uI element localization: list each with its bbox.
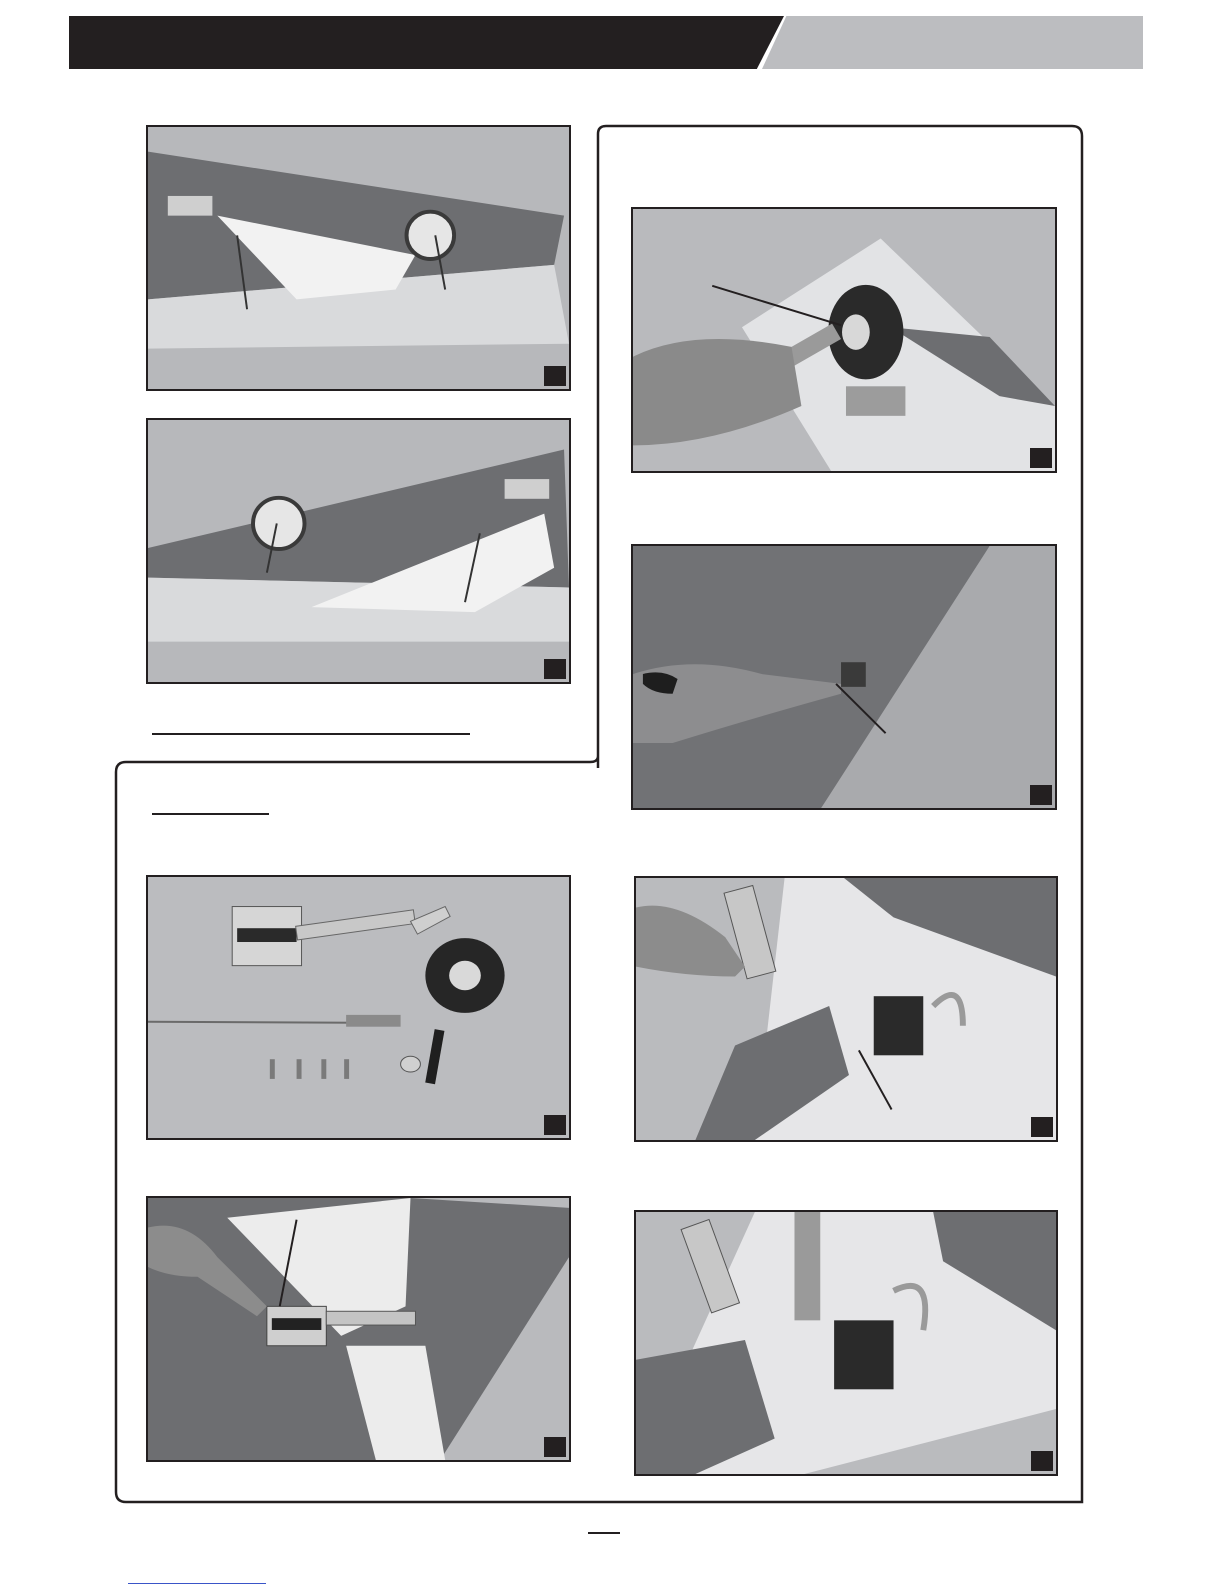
step-number-badge bbox=[1030, 785, 1052, 805]
section-heading-rule bbox=[152, 733, 470, 735]
photo-servo-screw bbox=[634, 1210, 1058, 1476]
page-number-rule bbox=[588, 1532, 620, 1534]
photo-hatch-cutout bbox=[631, 544, 1057, 810]
step-number-badge bbox=[1031, 1117, 1053, 1137]
photo-gear-parts bbox=[146, 875, 571, 1140]
step-number-badge bbox=[544, 1437, 566, 1457]
header-band-light bbox=[762, 16, 1143, 69]
photo-wing-top-left bbox=[146, 125, 571, 391]
photo-wing-bottom-left bbox=[146, 418, 571, 684]
subsection-heading-rule bbox=[152, 813, 269, 815]
step-number-badge bbox=[1030, 448, 1052, 468]
step-number-badge bbox=[1031, 1451, 1053, 1471]
photo-gear-mount bbox=[146, 1196, 571, 1462]
step-number-badge bbox=[544, 366, 566, 386]
step-number-badge bbox=[544, 1115, 566, 1135]
photo-wheel-axle bbox=[631, 207, 1057, 473]
photo-servo-install bbox=[634, 876, 1058, 1142]
header-band-dark bbox=[69, 16, 784, 69]
step-number-badge bbox=[544, 659, 566, 679]
